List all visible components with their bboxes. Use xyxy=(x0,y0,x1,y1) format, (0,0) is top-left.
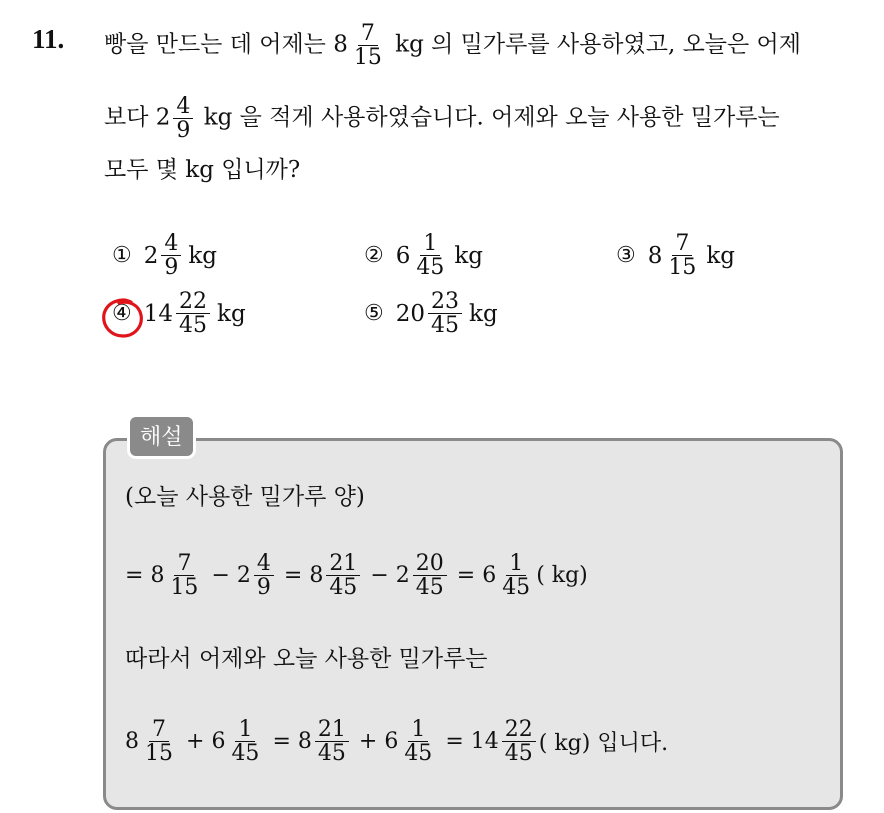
unit: kg xyxy=(217,300,246,327)
solution-line-1: (오늘 사용한 밀가루 양) xyxy=(125,484,365,510)
question-text: 보다 xyxy=(104,104,149,131)
plus-sign: + xyxy=(358,729,378,755)
question-line-2 xyxy=(104,95,780,142)
fraction xyxy=(254,552,274,599)
denominator: 45 xyxy=(415,575,444,601)
fraction xyxy=(161,232,181,279)
mixed-whole: 14 xyxy=(143,300,174,327)
fraction xyxy=(502,718,536,765)
fraction xyxy=(176,290,210,337)
unit: kg xyxy=(454,242,484,269)
mixed-whole: 2 xyxy=(155,104,171,131)
numerator: 22 xyxy=(502,718,536,742)
solution-equation-1 xyxy=(125,552,588,599)
choice-number: ③ xyxy=(616,243,636,269)
mixed-whole: 8 xyxy=(309,563,324,589)
mixed-whole: 20 xyxy=(395,300,426,327)
denominator: 15 xyxy=(145,741,173,767)
choice-1[interactable] xyxy=(112,232,217,279)
mixed-whole: 8 xyxy=(150,563,165,589)
numerator: 1 xyxy=(408,718,428,742)
minus-sign: − xyxy=(211,563,230,589)
fraction xyxy=(167,552,201,599)
mixed-whole: 2 xyxy=(395,563,410,589)
question-line-3: 모두 몇 kg 입니까? xyxy=(104,157,301,183)
denominator: 45 xyxy=(431,313,460,339)
question-text: kg 을 적게 사용하였습니다. 어제와 오늘 사용한 밀가루는 xyxy=(203,104,780,131)
denominator: 45 xyxy=(416,255,445,281)
fraction xyxy=(142,718,176,765)
fraction xyxy=(413,232,447,279)
denominator: 15 xyxy=(353,45,382,71)
numerator: 1 xyxy=(506,552,526,576)
equals-sign: = xyxy=(445,729,464,755)
solution-equation-2 xyxy=(125,718,668,765)
numerator: 1 xyxy=(420,232,440,256)
selection-circle-icon xyxy=(101,296,145,340)
denominator: 45 xyxy=(502,575,531,601)
mixed-whole: 2 xyxy=(236,563,251,589)
numerator: 23 xyxy=(428,290,462,314)
denominator: 45 xyxy=(231,741,260,767)
numerator: 7 xyxy=(358,22,378,46)
choice-number: ④ xyxy=(112,301,132,327)
unit: kg xyxy=(188,242,218,269)
equals-sign: = xyxy=(125,563,144,589)
mixed-whole: 8 xyxy=(297,729,312,755)
fraction xyxy=(499,552,533,599)
denominator: 45 xyxy=(317,741,346,767)
fraction xyxy=(228,718,262,765)
solution-tag: 해설 xyxy=(127,414,196,459)
minus-sign: − xyxy=(370,563,389,589)
unit: kg xyxy=(706,242,736,269)
numerator: 20 xyxy=(413,552,447,576)
equals-sign: = xyxy=(272,729,291,755)
mixed-whole: 8 xyxy=(333,31,348,58)
fraction xyxy=(665,232,699,279)
mixed-whole: 6 xyxy=(395,242,411,269)
denominator: 45 xyxy=(404,741,433,767)
denominator: 15 xyxy=(170,575,199,601)
mixed-whole: 14 xyxy=(470,729,499,755)
choice-2[interactable] xyxy=(364,232,483,279)
numerator: 4 xyxy=(161,232,181,256)
numerator: 7 xyxy=(672,232,692,256)
choice-5[interactable] xyxy=(364,290,498,337)
mixed-whole: 6 xyxy=(384,729,399,755)
question-text: 빵을 만드는 데 어제는 xyxy=(104,31,326,58)
mixed-whole: 6 xyxy=(482,563,497,589)
denominator: 9 xyxy=(256,575,271,601)
denominator: 9 xyxy=(164,255,179,281)
question-line-1 xyxy=(104,22,801,69)
denominator: 45 xyxy=(179,313,208,339)
fraction xyxy=(428,290,462,337)
unit: ( kg) 입니다. xyxy=(538,731,669,757)
mixed-whole: 6 xyxy=(211,729,226,755)
mixed-whole: 2 xyxy=(143,242,159,269)
fraction xyxy=(326,552,360,599)
denominator: 15 xyxy=(668,255,697,281)
mixed-whole: 8 xyxy=(647,242,663,269)
fraction xyxy=(315,718,349,765)
fraction xyxy=(401,718,435,765)
numerator: 1 xyxy=(235,718,255,742)
numerator: 22 xyxy=(176,290,210,314)
fraction xyxy=(173,95,193,142)
numerator: 7 xyxy=(149,718,169,742)
question-text: kg 의 밀가루를 사용하였고, 오늘은 어제 xyxy=(395,31,801,58)
denominator: 9 xyxy=(176,118,191,144)
fraction xyxy=(413,552,447,599)
choice-3[interactable] xyxy=(616,232,735,279)
question-number: 11. xyxy=(32,24,65,54)
numerator: 21 xyxy=(326,552,360,576)
choice-number: ② xyxy=(364,243,384,269)
unit: kg xyxy=(469,300,498,327)
numerator: 4 xyxy=(254,552,274,576)
numerator: 21 xyxy=(315,718,349,742)
solution-line-3: 따라서 어제와 오늘 사용한 밀가루는 xyxy=(125,646,488,672)
mixed-whole: 8 xyxy=(125,729,139,755)
choice-number: ① xyxy=(112,243,132,269)
denominator: 45 xyxy=(504,741,533,767)
fraction xyxy=(351,22,385,69)
plus-sign: + xyxy=(186,729,205,755)
choice-number: ⑤ xyxy=(364,301,384,327)
numerator: 7 xyxy=(174,552,194,576)
unit: ( kg) xyxy=(536,563,588,589)
numerator: 4 xyxy=(173,95,193,119)
equals-sign: = xyxy=(456,563,476,589)
denominator: 45 xyxy=(329,575,358,601)
equals-sign: = xyxy=(283,563,303,589)
